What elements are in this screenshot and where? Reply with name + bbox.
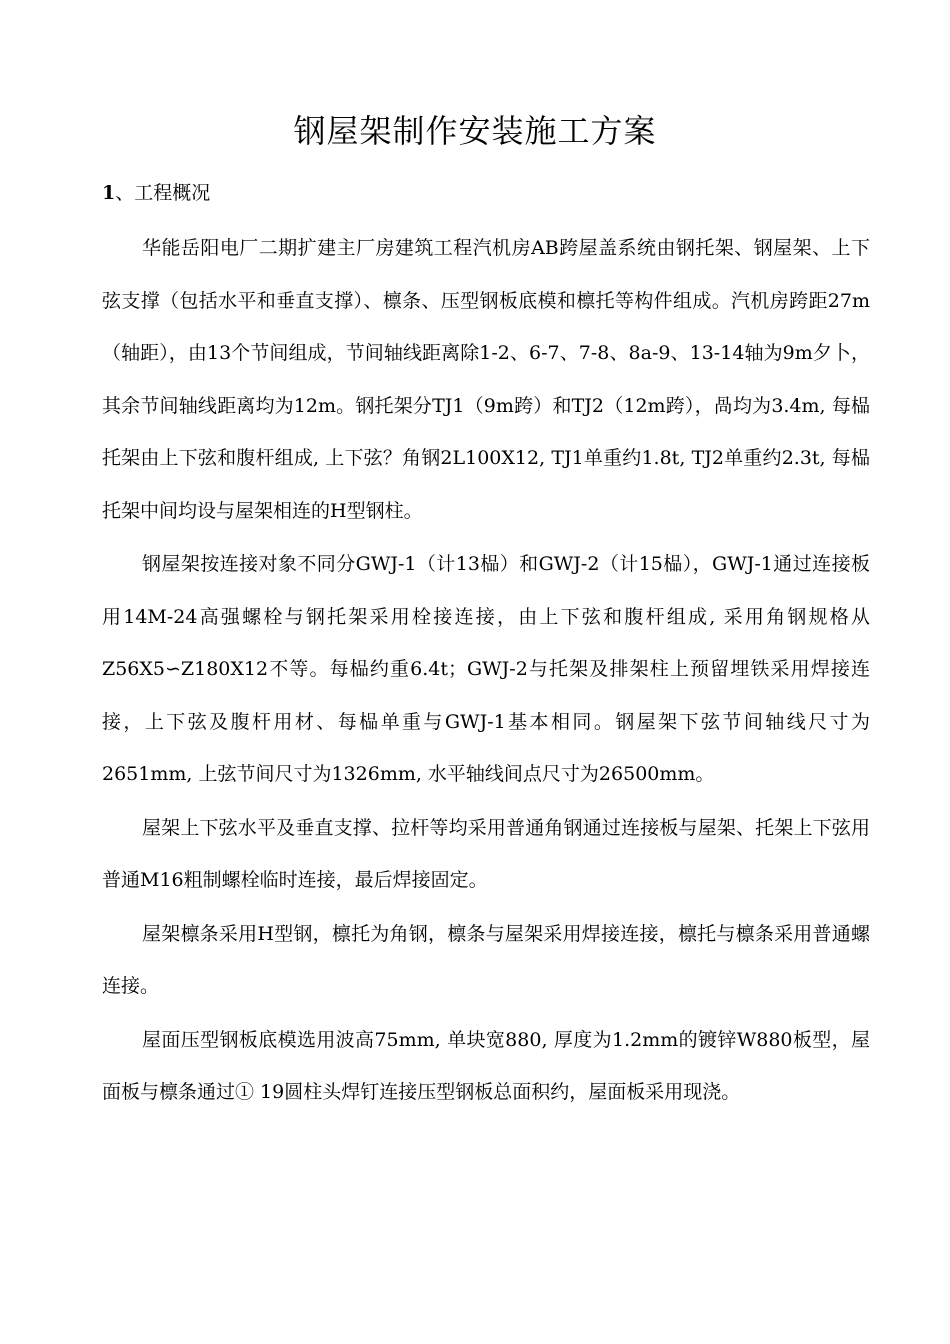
paragraph-purlins: 屋架檩条采用H型钢，檩托为角钢，檩条与屋架采用焊接连接，檩托与檩条采用普通螺连接。: [102, 922, 870, 997]
document-title: 钢屋架制作安装施工方案: [293, 112, 657, 151]
section-heading: [102, 176, 870, 210]
paragraph-roof-truss: 钢屋架按连接对象不同分GWJ-1（计13榀）和GWJ-2（计15榀），GWJ-1通过连接板用14M-24高强螺栓与钢托架采用栓接连接，由上下弦和腹杆组成, 采用角钢规格从Z56X5∽Z180X12不等。每榀约重6.4t；GWJ-2与托架及排架柱上预留埋铁采用焊接连接，上下弦及腹杆用材、每榀单重与GWJ-1基本相同。钢屋架下弦节间轴线尺寸为2651mm, 上弦节间尺寸为1326mm, 水平轴线间点尺寸为26500mm。: [102, 553, 870, 785]
paragraph-bracing: 屋架上下弦水平及垂直支撑、拉杆等均采用普通角钢通过连接板与屋架、托架上下弦用普通M16粗制螺栓临时连接，最后焊接固定。: [102, 816, 870, 891]
section-label: 、工程概况: [115, 182, 211, 204]
paragraph-overview: 华能岳阳电厂二期扩建主厂房建筑工程汽机房AB跨屋盖系统由钢托架、钢屋架、上下弦支撑（包括水平和垂直支撑）、檩条、压型钢板底模和檩托等构件组成。汽机房跨距27m（轴距），由13个节间组成，节间轴线距离除1-2、6-7、7-8、8a-9、13-14轴为9m夕卜，其余节间轴线距离均为12m。钢托架分TJ1（9m跨）和TJ2（12m跨），咼均为3.4m, 每榀托架由上下弦和腹杆组成, 上下弦？角钢2L100X12, TJ1单重约1.8t, TJ2单重约2.3t, 每榀托架中间均设与屋架相连的H型钢柱。: [102, 237, 870, 522]
paragraph-roof-deck: 屋面压型钢板底模选用波高75mm, 单块宽880, 厚度为1.2mm的镀锌W880板型，屋面板与檩条通过① 19圆柱头焊钉连接压型钢板总面积约，屋面板采用现浇。: [102, 1028, 870, 1103]
document-body: [102, 176, 870, 1120]
section-number: 1: [102, 182, 116, 204]
